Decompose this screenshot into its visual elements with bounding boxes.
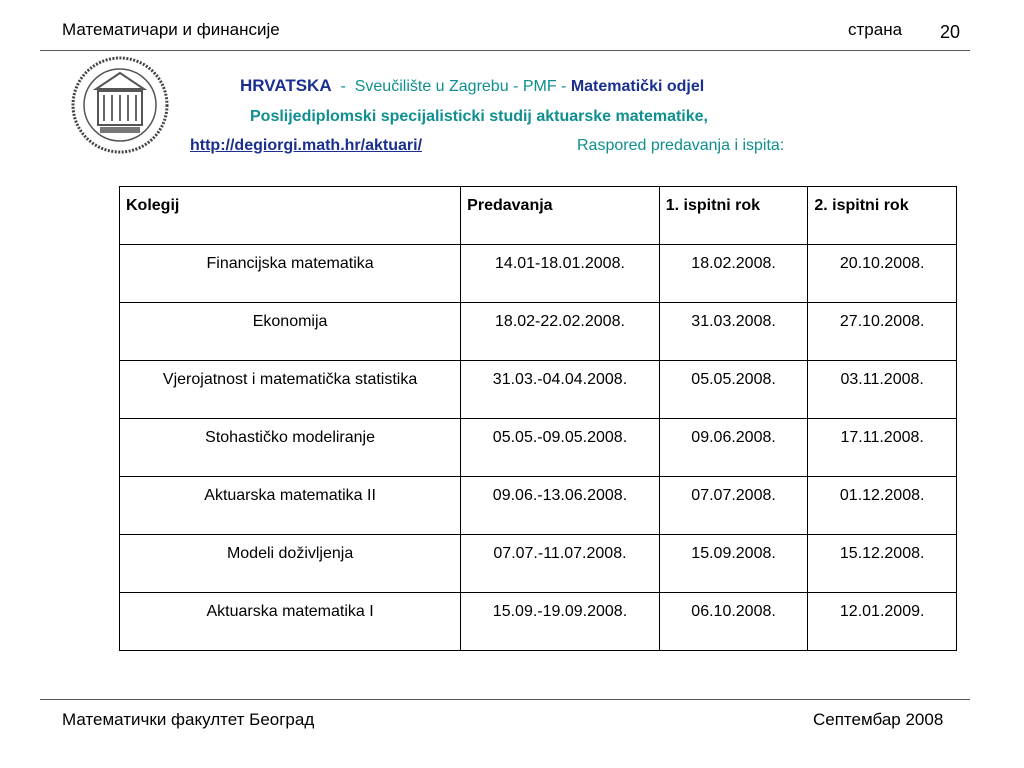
exam2-cell: 20.10.2008. <box>808 245 957 303</box>
exam2-cell: 03.11.2008. <box>808 361 957 419</box>
course-cell: Modeli doživljenja <box>120 535 461 593</box>
exam2-cell: 17.11.2008. <box>808 419 957 477</box>
exam2-cell: 01.12.2008. <box>808 477 957 535</box>
exam1-cell: 05.05.2008. <box>659 361 808 419</box>
exam1-cell: 07.07.2008. <box>659 477 808 535</box>
lectures-cell: 15.09.-19.09.2008. <box>461 593 660 651</box>
table-row <box>120 593 957 651</box>
banner-separator: - <box>340 78 346 95</box>
exam1-cell: 06.10.2008. <box>659 593 808 651</box>
course-cell: Aktuarska matematika II <box>120 477 461 535</box>
exam2-cell: 12.01.2009. <box>808 593 957 651</box>
university-seal-icon <box>70 55 170 155</box>
lectures-cell: 18.02-22.02.2008. <box>461 303 660 361</box>
table-row <box>120 535 957 593</box>
banner-country: HRVATSKA <box>240 76 332 95</box>
column-header: Kolegij <box>120 187 461 245</box>
schedule-table <box>119 186 957 651</box>
exam1-cell: 18.02.2008. <box>659 245 808 303</box>
course-cell: Aktuarska matematika I <box>120 593 461 651</box>
banner-program: Poslijediplomski specijalisticki studij aktuarske matematike, <box>250 108 708 125</box>
course-cell: Ekonomija <box>120 303 461 361</box>
footer-date: Септембар 2008 <box>813 710 944 729</box>
table-row <box>120 361 957 419</box>
lectures-cell: 31.03.-04.04.2008. <box>461 361 660 419</box>
footer-rule <box>40 699 970 700</box>
exam2-cell: 15.12.2008. <box>808 535 957 593</box>
banner-line <box>240 76 704 96</box>
header-rule <box>40 50 970 51</box>
schedule-caption: Raspored predavanja i ispita: <box>577 137 785 154</box>
lectures-cell: 05.05.-09.05.2008. <box>461 419 660 477</box>
footer-institution: Математички факултет Београд <box>62 710 315 729</box>
column-header: Predavanja <box>461 187 660 245</box>
lectures-cell: 14.01-18.01.2008. <box>461 245 660 303</box>
column-header: 1. ispitni rok <box>659 187 808 245</box>
exam1-cell: 09.06.2008. <box>659 419 808 477</box>
column-header: 2. ispitni rok <box>808 187 957 245</box>
table-row <box>120 303 957 361</box>
lectures-cell: 09.06.-13.06.2008. <box>461 477 660 535</box>
table-header-row <box>120 187 957 245</box>
exam2-cell: 27.10.2008. <box>808 303 957 361</box>
program-link[interactable]: http://degiorgi.math.hr/aktuari/ <box>190 137 423 154</box>
slide-header-title: Математичари и финансије <box>62 20 280 39</box>
page-label: страна <box>848 20 903 39</box>
table-row <box>120 419 957 477</box>
course-cell: Stohastičko modeliranje <box>120 419 461 477</box>
table-row <box>120 477 957 535</box>
banner-university: Sveučilište u Zagrebu - PMF - <box>354 78 567 95</box>
exam1-cell: 31.03.2008. <box>659 303 808 361</box>
table-row <box>120 245 957 303</box>
lectures-cell: 07.07.-11.07.2008. <box>461 535 660 593</box>
course-cell: Financijska matematika <box>120 245 461 303</box>
exam1-cell: 15.09.2008. <box>659 535 808 593</box>
banner-department: Matematički odjel <box>570 78 705 95</box>
course-cell: Vjerojatnost i matematička statistika <box>120 361 461 419</box>
page-number: 20 <box>940 22 961 42</box>
